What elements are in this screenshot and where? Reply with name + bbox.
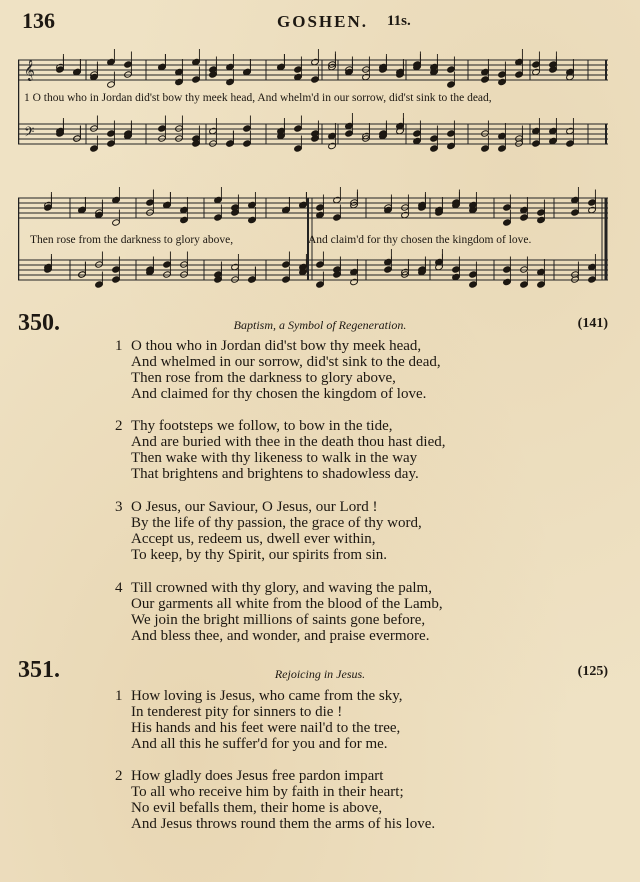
hymn-reference: (125)	[577, 664, 608, 679]
stanza	[115, 768, 435, 832]
stanza-line: And whelmed in our sorrow, did'st sink to the dead,	[131, 354, 441, 370]
tune-name: GOSHEN.	[277, 12, 368, 31]
stanza-line: By the life of thy passion, the grace of thy word,	[131, 515, 422, 531]
verse-number: 2	[115, 418, 123, 434]
stanza-line: Thy footsteps we follow, to bow in the tide,	[131, 418, 393, 434]
music-system-2	[18, 186, 608, 296]
stanza-line: His hands and his feet were nail'd to the tree,	[131, 720, 401, 736]
music-system-1	[18, 46, 608, 162]
svg-text:𝄞: 𝄞	[24, 60, 35, 81]
hymn-number: 350.	[18, 310, 60, 336]
stanza-line: And bless thee, and wonder, and praise evermore.	[131, 628, 430, 644]
hymn-number: 351.	[18, 657, 60, 683]
stanza	[115, 688, 403, 752]
stanza-line: How gladly does Jesus free pardon impart	[131, 768, 384, 784]
page-number: 136	[22, 8, 55, 33]
verse-number: 1	[115, 688, 123, 704]
stanza-line: How loving is Jesus, who came from the sky,	[131, 688, 403, 704]
stanza-line: And Jesus throws round them the arms of his love.	[131, 816, 436, 832]
stanza	[115, 499, 422, 563]
hymn-title: Rejoicing in Jesus.	[274, 667, 366, 681]
stanza-line: We join the bright millions of saints gone before,	[131, 612, 426, 628]
lyrics-line-2b: And claim'd for thy chosen the kingdom of love.	[308, 234, 532, 246]
stanza-line: Then wake with thy likeness to walk in the way	[131, 450, 418, 466]
verse-number: 4	[115, 580, 123, 596]
verse-number: 3	[115, 499, 123, 515]
stanza-line: Our garments all white from the blood of the Lamb,	[131, 596, 443, 612]
stanza	[115, 580, 443, 644]
stanza	[115, 418, 446, 482]
stanza-line: Till crowned with thy glory, and waving the palm,	[131, 580, 432, 596]
lyrics-line-1: 1 O thou who in Jordan did'st bow thy meek head, And whelm'd in our sorrow, did'st sink to the dead,	[24, 92, 492, 104]
tune-meter: 11s.	[387, 13, 411, 29]
lyrics-line-2a: Then rose from the darkness to glory above,	[30, 234, 234, 246]
verse-number: 2	[115, 768, 123, 784]
music-staff-treble	[18, 46, 608, 162]
stanza-line: And are buried with thee in the death thou hast died,	[131, 434, 446, 450]
stanza-line: Accept us, redeem us, dwell ever within,	[131, 531, 376, 547]
stanza-line: O Jesus, our Saviour, O Jesus, our Lord !	[131, 499, 378, 515]
stanza-line: To keep, by thy Spirit, our spirits from sin.	[131, 547, 388, 563]
verse-number: 1	[115, 338, 123, 354]
stanza	[115, 338, 441, 402]
svg-text:𝄢: 𝄢	[24, 124, 35, 143]
stanza-line: O thou who in Jordan did'st bow thy meek head,	[131, 338, 422, 354]
hymn-title: Baptism, a Symbol of Regeneration.	[233, 318, 407, 332]
stanza-line: Then rose from the darkness to glory above,	[131, 370, 396, 386]
page-header	[22, 8, 610, 36]
stanza-line: And claimed for thy chosen the kingdom of love.	[131, 386, 427, 402]
stanza-line: To all who receive him by faith in their heart;	[131, 784, 404, 800]
stanza-line: No evil befalls them, their home is above,	[131, 800, 383, 816]
stanza-line: And all this he suffer'd for you and for me.	[131, 736, 388, 752]
stanza-line: That brightens and brightens to shadowless day.	[131, 466, 419, 482]
stanza-line: In tenderest pity for sinners to die !	[131, 704, 343, 720]
hymn-reference: (141)	[577, 316, 608, 331]
